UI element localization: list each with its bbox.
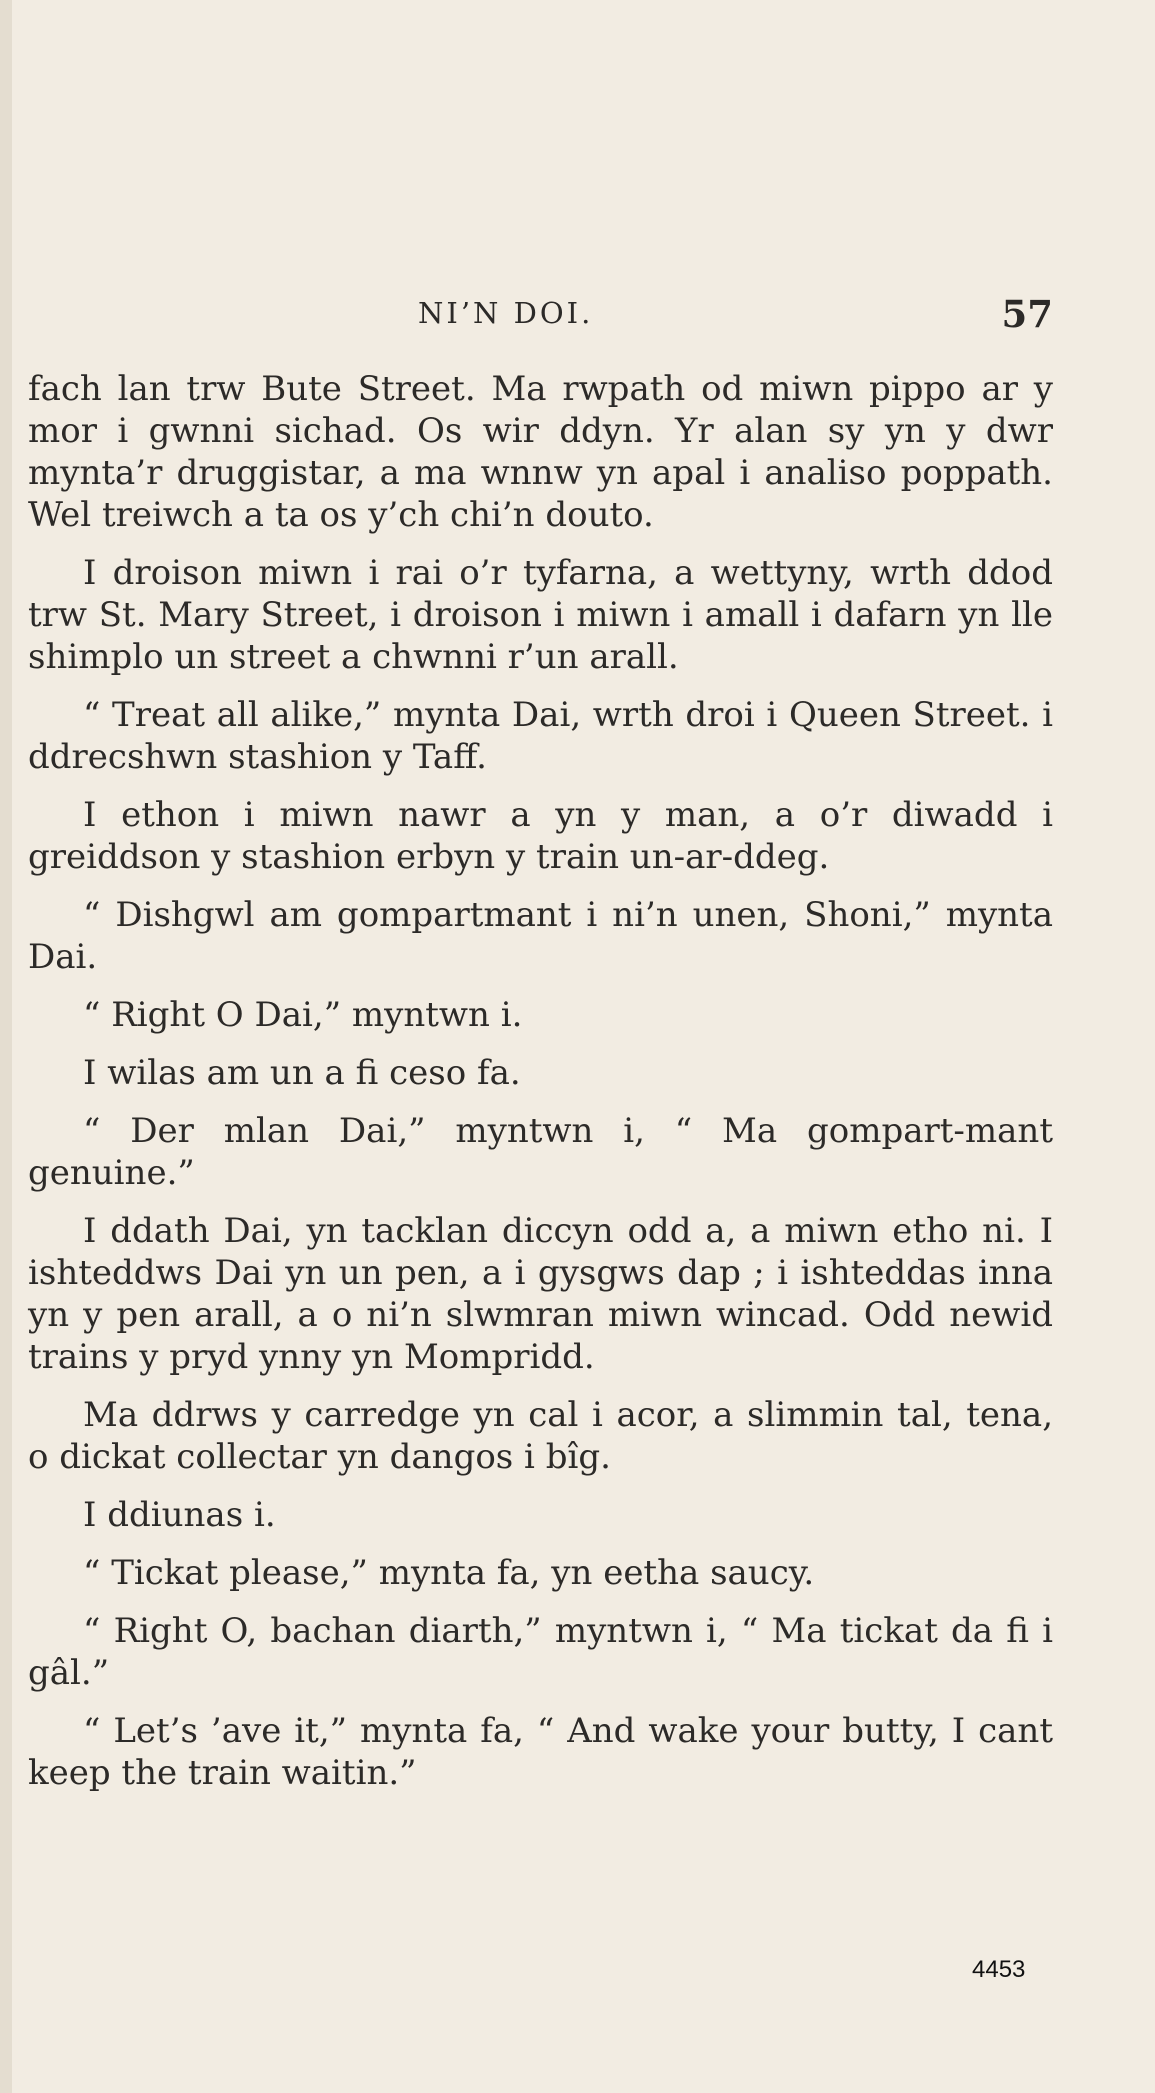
paragraph: I ddiunas i.	[83, 1495, 276, 1535]
catalog-number-stamp: 4453	[972, 1956, 1026, 1983]
paragraph: “ Treat all alike,” mynta Dai, wrth droi i Queen Street. i ddrecshwn stashion y Taff.	[28, 695, 1053, 777]
body-text	[28, 368, 1053, 1810]
paragraph: I droison miwn i rai o’r tyfarna, a wettyny, wrth ddod trw St. Mary Street, i droison i miwn i amall i dafarn yn lle shimplo un street a chwnni r’un arall.	[28, 553, 1053, 677]
paragraph: “ Let’s ’ave it,” mynta fa, “ And wake your butty, I cant keep the train waitin.”	[28, 1711, 1053, 1793]
page-header	[28, 292, 1053, 344]
paragraph: I ethon i miwn nawr a yn y man, a o’r diwadd i greiddson y stashion erbyn y train un-ar-ddeg.	[28, 795, 1053, 877]
paragraph: fach lan trw Bute Street. Ma rwpath od miwn pippo ar y mor i gwnni sichad. Os wir ddyn. Yr alan sy yn y dwr mynta’r druggistar, a ma wnnw yn apal i analiso poppath. Wel treiwch a ta os y’ch chi’n douto.	[28, 369, 1053, 535]
paragraph: Ma ddrws y carredge yn cal i acor, a slimmin tal, tena, o dickat collectar yn dangos i bîg.	[28, 1395, 1053, 1477]
paragraph: “ Right O, bachan diarth,” myntwn i, “ Ma tickat da fi i gâl.”	[28, 1611, 1053, 1693]
paragraph: “ Der mlan Dai,” myntwn i, “ Ma gompart-mant genuine.”	[28, 1111, 1053, 1193]
page-binding-edge	[0, 0, 12, 2093]
paragraph: “ Right O Dai,” myntwn i.	[83, 995, 523, 1035]
paragraph: I wilas am un a fi ceso fa.	[83, 1053, 521, 1093]
paragraph: I ddath Dai, yn tacklan diccyn odd a, a miwn etho ni. I ishteddws Dai yn un pen, a i gysgws dap ; i ishteddas inna yn y pen arall, a o ni’n slwmran miwn wincad. Odd newid trains y pryd ynny yn Mompridd.	[28, 1211, 1053, 1377]
paragraph: “ Dishgwl am gompartmant i ni’n unen, Shoni,” mynta Dai.	[28, 895, 1053, 977]
page-number: 57	[1001, 292, 1053, 336]
running-title: NI’N DOI.	[418, 296, 594, 330]
paragraph: “ Tickat please,” mynta fa, yn eetha saucy.	[83, 1553, 815, 1593]
